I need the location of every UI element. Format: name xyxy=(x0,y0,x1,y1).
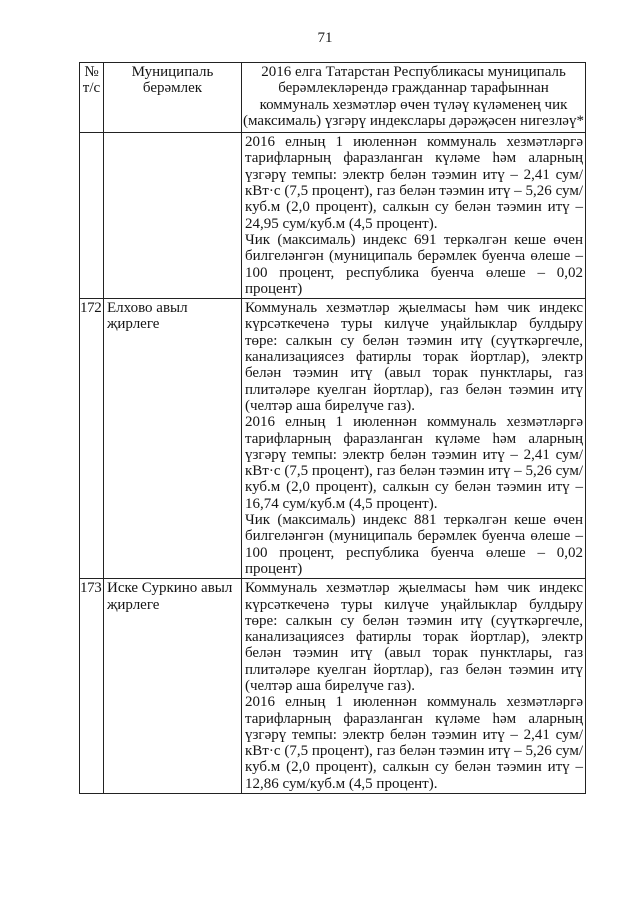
row-municipality: Елхово авыл җирлеге xyxy=(104,299,242,579)
header-number-abbr: т/с xyxy=(82,80,101,97)
page-number: 71 xyxy=(317,30,333,46)
header-number-cell xyxy=(80,63,104,133)
description-paragraph: Чик (максималь) индекс 691 теркәлгән кеше өчен билгеләнгән (муниципаль берәмлек буенча өлеше – 100 процент, республика буенча өлеше – 0,02 процент) xyxy=(245,231,583,297)
header-number-symbol: № xyxy=(84,64,99,80)
description-paragraph: 2016 елның 1 июленнән коммуналь хезмәтләргә тарифларның фаразланган күләме һәм аларның үзгәрү темпы: электр белән тәэмин итү – 2,41 сум/кВт·с (7,5 процент), газ белән тәэмин итү – 5,26 сум/куб.м (2,0 процент), салкын су белән тәэмин итү – 16,74 сум/куб.м (4,5 процент). xyxy=(245,414,583,512)
table-row xyxy=(80,133,586,299)
header-description: 2016 елга Татарстан Республикасы муниципаль берәмлекләрендә гражданнар тарафыннан коммуналь хезмәтләр өчен түләү күләменең чик (максималь) үзгәрү индекслары дәрәҗәсен нигезләү* xyxy=(242,63,586,133)
table-header-row xyxy=(80,63,586,133)
tariff-index-table xyxy=(79,62,586,794)
table-row xyxy=(80,299,586,579)
description-paragraph: Коммуналь хезмәтләр җыелмасы һәм чик индекс күрсәткеченә туры килүче уңайлыклар булдыру төре: салкын су белән тәэмин итү (суүткәргечле, канализациясез фатирлы торак йортлар), электр белән тәэмин итү (авыл торак пунктлары, газ плитәләре куелган йортлар), газ белән тәэмин итү (челтәр аша бирелүче газ). xyxy=(245,580,583,694)
row-municipality: Иске Суркино авыл җирлеге xyxy=(104,579,242,794)
row-municipality xyxy=(104,133,242,299)
description-paragraph: Коммуналь хезмәтләр җыелмасы һәм чик индекс күрсәткеченә туры килүче уңайлыклар булдыру төре: салкын су белән тәэмин итү (суүткәргечле, канализациясез фатирлы торак йортлар), электр белән тәэмин итү (авыл торак пунктлары, газ плитәләре куелган йортлар), газ белән тәэмин итү (челтәр аша бирелүче газ). xyxy=(245,300,583,414)
row-number: 173 xyxy=(80,579,104,794)
description-paragraph: 2016 елның 1 июленнән коммуналь хезмәтләргә тарифларның фаразланган күләме һәм аларның үзгәрү темпы: электр белән тәэмин итү – 2,41 сум/кВт·с (7,5 процент), газ белән тәэмин итү – 5,26 сум/куб.м (2,0 процент), салкын су белән тәэмин итү – 12,86 сум/куб.м (4,5 процент). xyxy=(245,694,583,792)
table-row xyxy=(80,579,586,794)
row-description xyxy=(242,133,586,299)
row-description xyxy=(242,579,586,794)
row-number: 172 xyxy=(80,299,104,579)
description-paragraph: Чик (максималь) индекс 881 теркәлгән кеше өчен билгеләнгән (муниципаль берәмлек буенча өлеше – 100 процент, республика буенча өлеше – 0,02 процент) xyxy=(245,512,583,577)
row-description xyxy=(242,299,586,579)
row-number xyxy=(80,133,104,299)
description-paragraph: 2016 елның 1 июленнән коммуналь хезмәтләргә тарифларның фаразланган күләме һәм аларның үзгәрү темпы: электр белән тәэмин итү – 2,41 сум/кВт·с (7,5 процент), газ белән тәэмин итү – 5,26 сум/куб.м (2,0 процент), салкын су белән тәэмин итү – 24,95 сум/куб.м (4,5 процент). xyxy=(245,134,583,232)
header-municipality: Муниципаль берәмлек xyxy=(104,63,242,133)
